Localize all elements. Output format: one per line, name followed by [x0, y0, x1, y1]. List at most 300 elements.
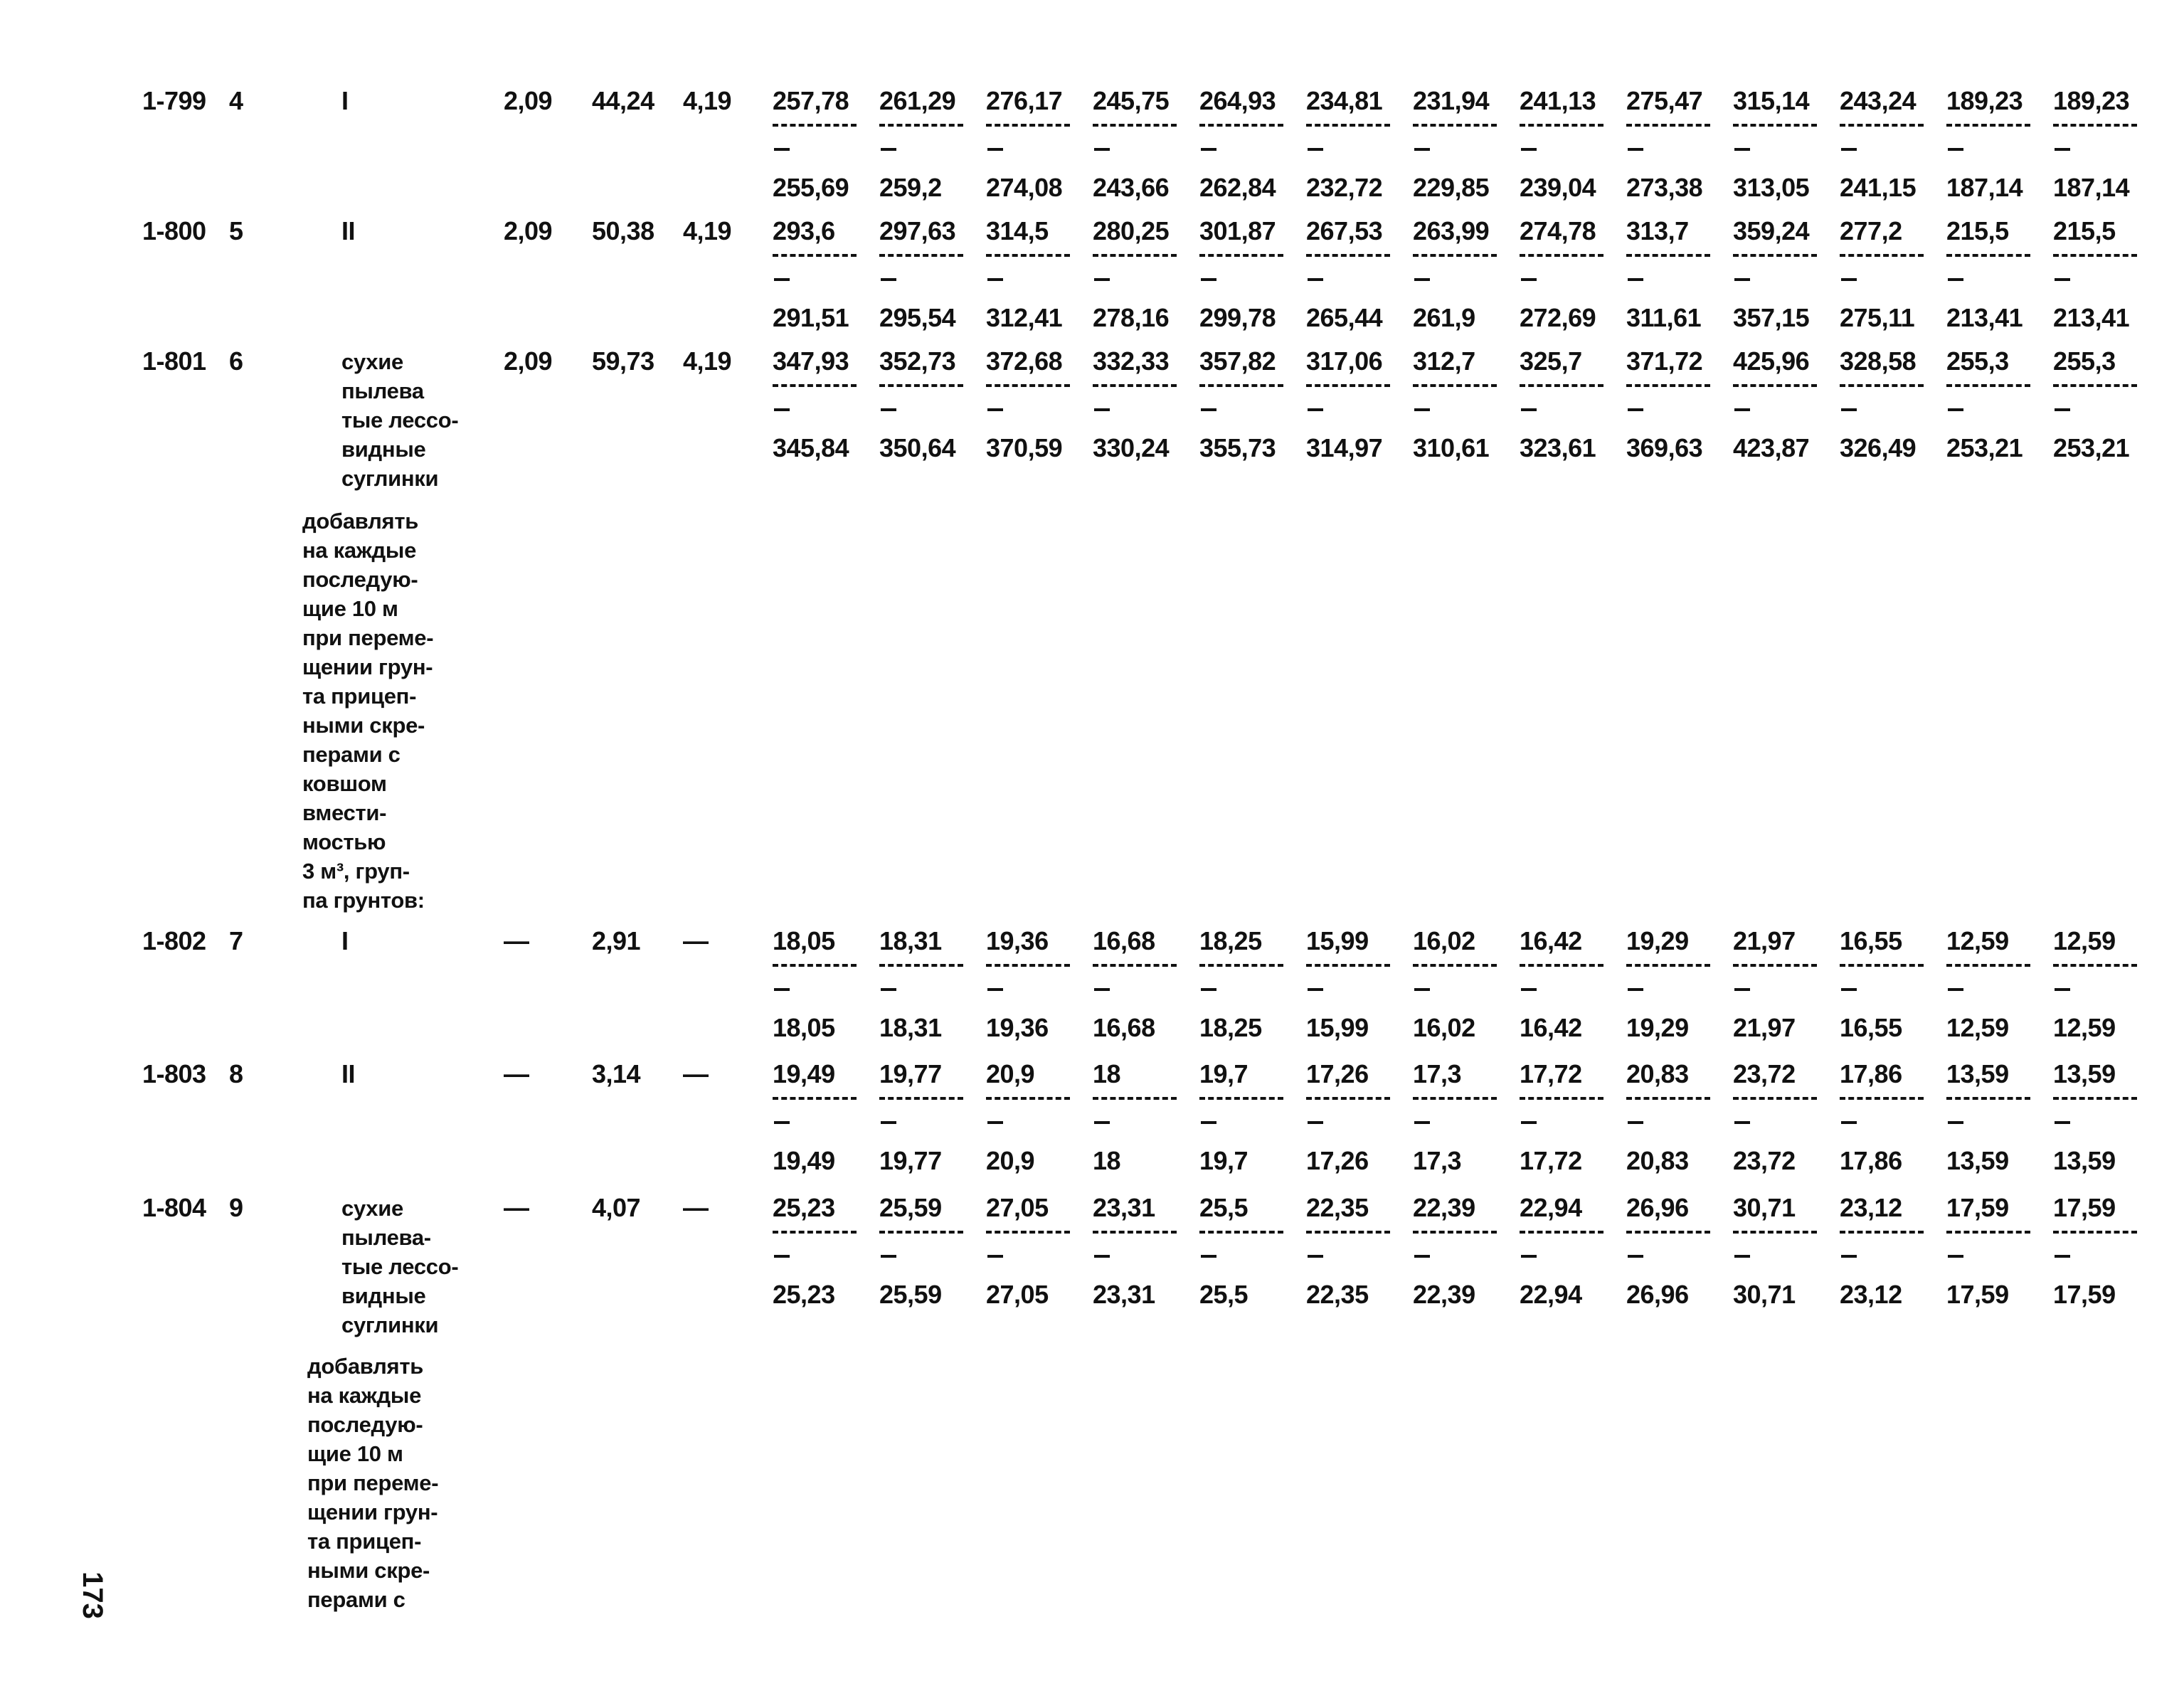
fraction-denominator: 213,41	[1946, 303, 2023, 332]
note-text: добавлять на каждые последую- щие 10 м при переме- щении грун- та прицеп- ными скре- перами с ковшом вмести- мостью 3 м³, груп- па грунтов:	[302, 509, 434, 913]
fraction-bar	[1199, 124, 1283, 127]
fraction-dash	[1414, 148, 1430, 151]
fraction-dash	[2055, 988, 2070, 991]
fraction-dash	[1414, 1121, 1430, 1124]
fraction-dash	[2055, 408, 2070, 411]
fraction-dash	[2055, 1121, 2070, 1124]
fraction-dash	[774, 1255, 790, 1258]
row-col2: 59,73	[592, 346, 654, 376]
fraction-numerator: 19,77	[879, 1059, 942, 1088]
fraction-bar	[1413, 384, 1497, 387]
row-code: 1-802	[142, 926, 206, 955]
fraction-bar	[2053, 1231, 2137, 1234]
row-description: I	[341, 926, 349, 955]
fraction-bar	[1626, 964, 1710, 967]
fraction-numerator: 372,68	[986, 346, 1063, 376]
fraction-numerator: 19,36	[986, 926, 1049, 955]
fraction-bar	[1626, 254, 1710, 257]
fraction-bar	[1840, 384, 1924, 387]
fraction-bar	[1733, 1097, 1817, 1100]
fraction-denominator: 16,68	[1093, 1013, 1155, 1042]
fraction-denominator: 243,66	[1093, 173, 1170, 202]
fraction-dash	[1094, 988, 1110, 991]
fraction-numerator: 243,24	[1840, 86, 1917, 115]
fraction-numerator: 18	[1093, 1059, 1121, 1088]
fraction-numerator: 17,72	[1520, 1059, 1582, 1088]
fraction-dash	[1308, 1121, 1323, 1124]
fraction-denominator: 275,11	[1840, 303, 1915, 332]
fraction-denominator: 16,42	[1520, 1013, 1582, 1042]
fraction-denominator: 19,29	[1626, 1013, 1689, 1042]
fraction-bar	[986, 124, 1070, 127]
fraction-denominator: 369,63	[1626, 433, 1703, 462]
fraction-numerator: 16,02	[1413, 926, 1475, 955]
fraction-denominator: 18,05	[773, 1013, 835, 1042]
fraction-denominator: 262,84	[1199, 173, 1276, 202]
fraction-denominator: 27,05	[986, 1280, 1049, 1309]
fraction-bar	[1520, 964, 1603, 967]
fraction-numerator: 215,5	[1946, 216, 2009, 245]
fraction-numerator: 215,5	[2053, 216, 2116, 245]
fraction-numerator: 425,96	[1733, 346, 1810, 376]
fraction-denominator: 25,59	[879, 1280, 942, 1309]
fraction-bar	[1733, 1231, 1817, 1234]
fraction-bar	[1199, 1231, 1283, 1234]
fraction-dash	[1948, 278, 1963, 281]
fraction-numerator: 30,71	[1733, 1193, 1796, 1222]
fraction-bar	[1413, 254, 1497, 257]
fraction-denominator: 13,59	[2053, 1146, 2116, 1175]
fraction-denominator: 20,9	[986, 1146, 1035, 1175]
fraction-denominator: 12,59	[1946, 1013, 2009, 1042]
fraction-denominator: 232,72	[1306, 173, 1383, 202]
fraction-dash	[1734, 408, 1750, 411]
fraction-bar	[1733, 384, 1817, 387]
fraction-bar	[773, 1097, 857, 1100]
fraction-dash	[1948, 988, 1963, 991]
fraction-denominator: 213,41	[2053, 303, 2130, 332]
row-col2: 2,91	[592, 926, 641, 955]
fraction-bar	[1733, 964, 1817, 967]
fraction-numerator: 13,59	[1946, 1059, 2009, 1088]
fraction-bar	[1199, 384, 1283, 387]
fraction-bar	[1946, 124, 2030, 127]
fraction-dash	[1308, 278, 1323, 281]
fraction-dash	[2055, 1255, 2070, 1258]
row-col1: 2,09	[504, 86, 553, 115]
fraction-numerator: 245,75	[1093, 86, 1170, 115]
fraction-bar	[1520, 124, 1603, 127]
fraction-bar	[986, 1231, 1070, 1234]
fraction-numerator: 293,6	[773, 216, 835, 245]
fraction-denominator: 295,54	[879, 303, 956, 332]
fraction-denominator: 350,64	[879, 433, 956, 462]
row-number: 7	[229, 926, 243, 955]
row-code: 1-800	[142, 216, 206, 245]
fraction-denominator: 310,61	[1413, 433, 1490, 462]
row-col3: 4,19	[683, 216, 732, 245]
row-col1: —	[504, 1193, 529, 1222]
fraction-dash	[1201, 278, 1216, 281]
fraction-numerator: 25,23	[773, 1193, 835, 1222]
fraction-dash	[1308, 408, 1323, 411]
fraction-denominator: 23,31	[1093, 1280, 1155, 1309]
row-col1: 2,09	[504, 216, 553, 245]
fraction-dash	[1628, 278, 1643, 281]
fraction-denominator: 19,36	[986, 1013, 1049, 1042]
fraction-bar	[773, 1231, 857, 1234]
fraction-numerator: 19,7	[1199, 1059, 1249, 1088]
fraction-numerator: 301,87	[1199, 216, 1276, 245]
fraction-numerator: 19,49	[773, 1059, 835, 1088]
fraction-dash	[1308, 1255, 1323, 1258]
fraction-denominator: 187,14	[2053, 173, 2130, 202]
fraction-numerator: 17,59	[2053, 1193, 2116, 1222]
fraction-denominator: 265,44	[1306, 303, 1383, 332]
fraction-denominator: 16,02	[1413, 1013, 1475, 1042]
row-number: 9	[229, 1193, 243, 1222]
fraction-numerator: 15,99	[1306, 926, 1369, 955]
fraction-denominator: 22,35	[1306, 1280, 1369, 1309]
fraction-numerator: 325,7	[1520, 346, 1582, 376]
fraction-numerator: 352,73	[879, 346, 956, 376]
fraction-dash	[774, 278, 790, 281]
fraction-dash	[987, 278, 1003, 281]
fraction-numerator: 27,05	[986, 1193, 1049, 1222]
fraction-denominator: 17,26	[1306, 1146, 1369, 1175]
fraction-denominator: 18,25	[1199, 1013, 1262, 1042]
fraction-numerator: 241,13	[1520, 86, 1596, 115]
row-number: 4	[229, 86, 243, 115]
fraction-dash	[1628, 1255, 1643, 1258]
fraction-bar	[773, 254, 857, 257]
fraction-denominator: 311,61	[1626, 303, 1702, 332]
fraction-dash	[881, 278, 896, 281]
fraction-bar	[1413, 964, 1497, 967]
page-number: 173	[76, 1571, 108, 1619]
fraction-dash	[987, 148, 1003, 151]
fraction-dash	[1841, 1121, 1857, 1124]
fraction-numerator: 22,94	[1520, 1193, 1582, 1222]
fraction-denominator: 15,99	[1306, 1013, 1369, 1042]
fraction-denominator: 25,23	[773, 1280, 835, 1309]
fraction-denominator: 255,69	[773, 173, 849, 202]
fraction-bar	[986, 254, 1070, 257]
fraction-numerator: 274,78	[1520, 216, 1596, 245]
fraction-numerator: 17,59	[1946, 1193, 2009, 1222]
fraction-dash	[1948, 408, 1963, 411]
row-number: 6	[229, 346, 243, 376]
fraction-dash	[987, 1255, 1003, 1258]
fraction-dash	[774, 148, 790, 151]
fraction-bar	[1840, 964, 1924, 967]
row-col2: 4,07	[592, 1193, 641, 1222]
fraction-numerator: 25,5	[1199, 1193, 1249, 1222]
fraction-numerator: 16,55	[1840, 926, 1902, 955]
row-description: сухие пылева- тые лессо- видные суглинки	[341, 1196, 459, 1337]
fraction-dash	[1841, 1255, 1857, 1258]
fraction-denominator: 13,59	[1946, 1146, 2009, 1175]
fraction-numerator: 189,23	[2053, 86, 2130, 115]
fraction-bar	[879, 1097, 963, 1100]
fraction-bar	[1306, 254, 1390, 257]
fraction-dash	[1521, 1121, 1537, 1124]
fraction-denominator: 241,15	[1840, 173, 1917, 202]
fraction-dash	[1841, 148, 1857, 151]
fraction-denominator: 22,94	[1520, 1280, 1582, 1309]
fraction-denominator: 355,73	[1199, 433, 1276, 462]
fraction-denominator: 17,59	[1946, 1280, 2009, 1309]
row-col3: 4,19	[683, 346, 732, 376]
fraction-numerator: 189,23	[1946, 86, 2023, 115]
fraction-numerator: 332,33	[1093, 346, 1170, 376]
fraction-bar	[879, 124, 963, 127]
fraction-denominator: 345,84	[773, 433, 849, 462]
fraction-denominator: 17,86	[1840, 1146, 1902, 1175]
fraction-numerator: 315,14	[1733, 86, 1810, 115]
fraction-numerator: 347,93	[773, 346, 849, 376]
fraction-denominator: 370,59	[986, 433, 1063, 462]
fraction-numerator: 25,59	[879, 1193, 942, 1222]
row-col2: 50,38	[592, 216, 654, 245]
row-description: II	[341, 1059, 356, 1088]
fraction-denominator: 323,61	[1520, 433, 1596, 462]
fraction-dash	[987, 408, 1003, 411]
fraction-numerator: 23,31	[1093, 1193, 1155, 1222]
fraction-numerator: 17,26	[1306, 1059, 1369, 1088]
fraction-bar	[1946, 964, 2030, 967]
fraction-dash	[1948, 1255, 1963, 1258]
fraction-denominator: 272,69	[1520, 303, 1596, 332]
fraction-dash	[1094, 1255, 1110, 1258]
fraction-dash	[881, 148, 896, 151]
fraction-denominator: 187,14	[1946, 173, 2023, 202]
fraction-denominator: 23,12	[1840, 1280, 1902, 1309]
fraction-numerator: 12,59	[1946, 926, 2009, 955]
fraction-bar	[1626, 1231, 1710, 1234]
fraction-numerator: 257,78	[773, 86, 849, 115]
fraction-dash	[1628, 148, 1643, 151]
fraction-denominator: 19,49	[773, 1146, 835, 1175]
fraction-denominator: 326,49	[1840, 433, 1917, 462]
fraction-bar	[986, 384, 1070, 387]
fraction-bar	[1520, 1097, 1603, 1100]
fraction-numerator: 22,39	[1413, 1193, 1475, 1222]
fraction-numerator: 275,47	[1626, 86, 1703, 115]
fraction-dash	[1521, 148, 1537, 151]
fraction-dash	[1734, 278, 1750, 281]
fraction-dash	[881, 1121, 896, 1124]
fraction-bar	[1093, 384, 1177, 387]
row-col3: —	[683, 1193, 709, 1222]
fraction-bar	[1093, 1231, 1177, 1234]
fraction-bar	[1946, 1097, 2030, 1100]
fraction-numerator: 359,24	[1733, 216, 1810, 245]
fraction-numerator: 231,94	[1413, 86, 1490, 115]
fraction-denominator: 423,87	[1733, 433, 1810, 462]
fraction-numerator: 26,96	[1626, 1193, 1689, 1222]
fraction-bar	[1520, 1231, 1603, 1234]
fraction-denominator: 330,24	[1093, 433, 1170, 462]
fraction-dash	[1841, 278, 1857, 281]
fraction-denominator: 17,72	[1520, 1146, 1582, 1175]
fraction-numerator: 357,82	[1199, 346, 1276, 376]
fraction-bar	[879, 254, 963, 257]
fraction-numerator: 277,2	[1840, 216, 1902, 245]
fraction-denominator: 20,83	[1626, 1146, 1689, 1175]
fraction-denominator: 19,77	[879, 1146, 942, 1175]
fraction-denominator: 30,71	[1733, 1280, 1796, 1309]
fraction-denominator: 229,85	[1413, 173, 1490, 202]
fraction-numerator: 17,86	[1840, 1059, 1902, 1088]
fraction-numerator: 280,25	[1093, 216, 1170, 245]
fraction-dash	[1414, 1255, 1430, 1258]
fraction-dash	[1414, 408, 1430, 411]
row-col2: 3,14	[592, 1059, 641, 1088]
fraction-dash	[1628, 988, 1643, 991]
fraction-numerator: 371,72	[1626, 346, 1703, 376]
fraction-denominator: 253,21	[2053, 433, 2130, 462]
fraction-dash	[987, 988, 1003, 991]
row-col1: —	[504, 926, 529, 955]
fraction-dash	[881, 408, 896, 411]
fraction-numerator: 328,58	[1840, 346, 1917, 376]
fraction-numerator: 20,9	[986, 1059, 1035, 1088]
fraction-numerator: 12,59	[2053, 926, 2116, 955]
fraction-dash	[774, 408, 790, 411]
fraction-denominator: 357,15	[1733, 303, 1810, 332]
fraction-dash	[1308, 988, 1323, 991]
fraction-denominator: 313,05	[1733, 173, 1810, 202]
fraction-dash	[1201, 988, 1216, 991]
fraction-dash	[1521, 278, 1537, 281]
fraction-numerator: 16,68	[1093, 926, 1155, 955]
note-text: добавлять на каждые последую- щие 10 м при переме- щении грун- та прицеп- ными скре- перами с	[307, 1354, 439, 1612]
row-description: I	[341, 86, 349, 115]
fraction-bar	[1413, 124, 1497, 127]
row-description: II	[341, 216, 356, 245]
fraction-dash	[1521, 1255, 1537, 1258]
fraction-denominator: 259,2	[879, 173, 942, 202]
fraction-dash	[1094, 408, 1110, 411]
fraction-dash	[1734, 1121, 1750, 1124]
fraction-denominator: 25,5	[1199, 1280, 1249, 1309]
fraction-denominator: 18,31	[879, 1013, 942, 1042]
fraction-denominator: 261,9	[1413, 303, 1475, 332]
fraction-dash	[1414, 278, 1430, 281]
fraction-bar	[2053, 124, 2137, 127]
fraction-bar	[1946, 1231, 2030, 1234]
fraction-denominator: 12,59	[2053, 1013, 2116, 1042]
fraction-numerator: 261,29	[879, 86, 956, 115]
row-col1: —	[504, 1059, 529, 1088]
fraction-dash	[1094, 278, 1110, 281]
row-number: 5	[229, 216, 243, 245]
fraction-dash	[1521, 408, 1537, 411]
fraction-dash	[1094, 1121, 1110, 1124]
fraction-dash	[1094, 148, 1110, 151]
fraction-numerator: 263,99	[1413, 216, 1490, 245]
fraction-denominator: 19,7	[1199, 1146, 1249, 1175]
fraction-numerator: 18,05	[773, 926, 835, 955]
fraction-bar	[1306, 1097, 1390, 1100]
fraction-bar	[1199, 964, 1283, 967]
fraction-numerator: 276,17	[986, 86, 1063, 115]
fraction-dash	[1948, 148, 1963, 151]
fraction-numerator: 18,25	[1199, 926, 1262, 955]
fraction-dash	[1201, 1121, 1216, 1124]
fraction-denominator: 314,97	[1306, 433, 1383, 462]
fraction-numerator: 23,12	[1840, 1193, 1902, 1222]
fraction-bar	[879, 384, 963, 387]
fraction-dash	[1308, 148, 1323, 151]
fraction-dash	[1201, 148, 1216, 151]
fraction-denominator: 299,78	[1199, 303, 1276, 332]
fraction-dash	[1521, 988, 1537, 991]
fraction-bar	[1093, 964, 1177, 967]
fraction-bar	[1093, 1097, 1177, 1100]
fraction-dash	[2055, 148, 2070, 151]
fraction-denominator: 278,16	[1093, 303, 1170, 332]
fraction-dash	[1628, 1121, 1643, 1124]
fraction-bar	[1946, 254, 2030, 257]
row-description: сухие пылева тые лессо- видные суглинки	[341, 349, 459, 491]
fraction-denominator: 274,08	[986, 173, 1063, 202]
fraction-bar	[773, 384, 857, 387]
row-col1: 2,09	[504, 346, 553, 376]
fraction-numerator: 22,35	[1306, 1193, 1369, 1222]
fraction-bar	[879, 964, 963, 967]
fraction-dash	[987, 1121, 1003, 1124]
fraction-bar	[1626, 384, 1710, 387]
fraction-denominator: 239,04	[1520, 173, 1596, 202]
fraction-bar	[1413, 1097, 1497, 1100]
fraction-numerator: 317,06	[1306, 346, 1383, 376]
fraction-denominator: 17,3	[1413, 1146, 1462, 1175]
fraction-numerator: 19,29	[1626, 926, 1689, 955]
fraction-denominator: 17,59	[2053, 1280, 2116, 1309]
fraction-numerator: 255,3	[2053, 346, 2116, 376]
fraction-numerator: 23,72	[1733, 1059, 1796, 1088]
fraction-dash	[1201, 1255, 1216, 1258]
fraction-numerator: 13,59	[2053, 1059, 2116, 1088]
fraction-bar	[1626, 124, 1710, 127]
fraction-bar	[2053, 1097, 2137, 1100]
fraction-numerator: 234,81	[1306, 86, 1383, 115]
row-col3: —	[683, 1059, 709, 1088]
row-col3: 4,19	[683, 86, 732, 115]
fraction-dash	[1414, 988, 1430, 991]
fraction-numerator: 314,5	[986, 216, 1049, 245]
fraction-bar	[1199, 1097, 1283, 1100]
row-number: 8	[229, 1059, 243, 1088]
fraction-denominator: 18	[1093, 1146, 1121, 1175]
fraction-bar	[1840, 1097, 1924, 1100]
fraction-bar	[2053, 384, 2137, 387]
fraction-numerator: 20,83	[1626, 1059, 1689, 1088]
fraction-denominator: 26,96	[1626, 1280, 1689, 1309]
fraction-bar	[1306, 1231, 1390, 1234]
fraction-numerator: 16,42	[1520, 926, 1582, 955]
fraction-numerator: 18,31	[879, 926, 942, 955]
fraction-dash	[2055, 278, 2070, 281]
fraction-dash	[774, 1121, 790, 1124]
fraction-bar	[1413, 1231, 1497, 1234]
fraction-bar	[1306, 124, 1390, 127]
fraction-dash	[881, 1255, 896, 1258]
fraction-bar	[1840, 1231, 1924, 1234]
fraction-denominator: 21,97	[1733, 1013, 1796, 1042]
